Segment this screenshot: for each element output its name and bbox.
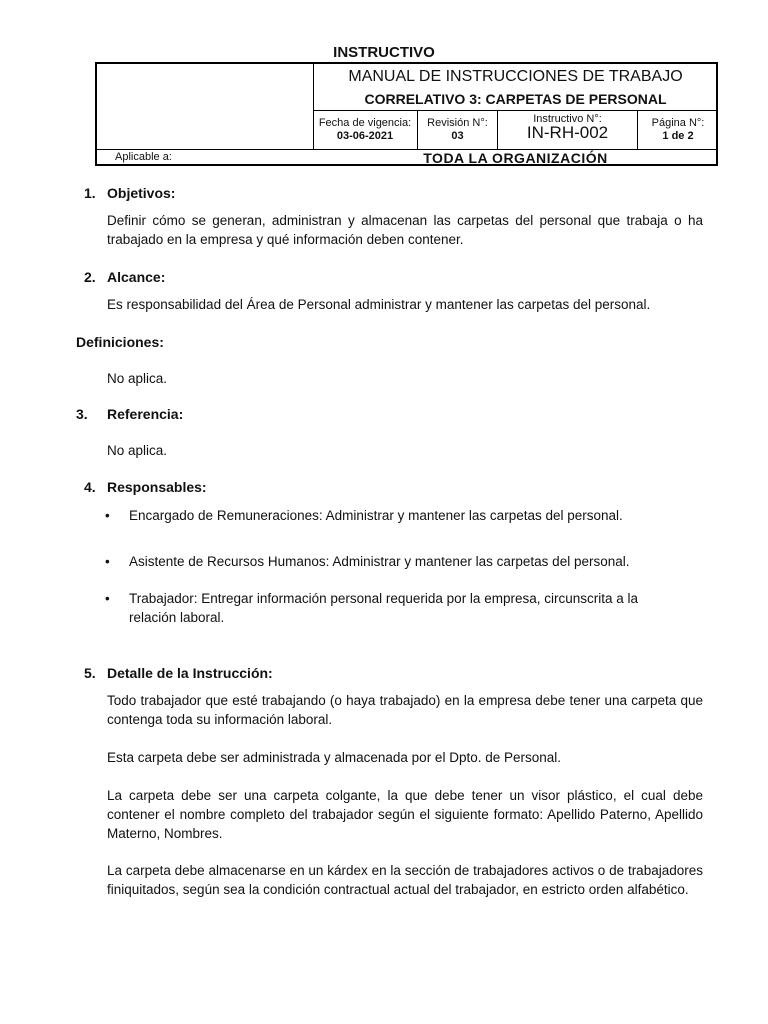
bullet-icon: •: [105, 554, 110, 569]
pagina-cell: [638, 111, 718, 150]
pagina-value: 1 de 2: [662, 130, 694, 142]
pagina-label: Página N°:: [651, 117, 705, 129]
fecha-label: Fecha de vigencia:: [318, 117, 412, 129]
detalle-paragraph: Todo trabajador que esté trabajando (o haya trabajado) en la empresa debe tener una carpeta que contenga toda su información laboral.: [107, 693, 703, 727]
section-title: Objetivos:: [107, 185, 176, 201]
section-title: Referencia:: [107, 406, 184, 422]
aplicable-value: TODA LA ORGANIZACIÓN: [423, 150, 608, 166]
list-item-text: Asistente de Recursos Humanos: Administrar y mantener las carpetas del personal.: [129, 554, 630, 569]
list-item-text: Trabajador: Entregar información personal requerida por la empresa, circunscrita a la relación laboral.: [129, 591, 638, 625]
section-title: Responsables:: [107, 479, 207, 495]
aplicable-label: Aplicable a:: [115, 151, 172, 163]
list-item-text: Encargado de Remuneraciones: Administrar y mantener las carpetas del personal.: [129, 508, 623, 523]
section-number: 1.: [84, 185, 96, 201]
detalle-paragraph: La carpeta debe ser una carpeta colgante, la que debe tener un visor plástico, el cual debe contener el nombre completo del trabajador según el siguiente formato: Apellido Paterno, Apellido Materno, Nombres.: [107, 788, 703, 841]
objetivos-text: Definir cómo se generan, administran y almacenan las carpetas del personal que trabaja o ha trabajado en la empresa y qué información deben contener.: [107, 213, 703, 247]
instructivo-label: Instructivo N°:: [533, 113, 602, 125]
alcance-text: Es responsabilidad del Área de Personal administrar y mantener las carpetas del personal.: [107, 297, 651, 312]
revision-label: Revisión N°:: [427, 117, 488, 129]
document-type-title: INSTRUCTIVO: [333, 44, 435, 61]
definiciones-text: No aplica.: [107, 371, 168, 386]
section-number: 2.: [84, 269, 96, 285]
instructivo-cell: [498, 111, 638, 150]
section-number: 4.: [84, 479, 96, 495]
fecha-value: 03-06-2021: [336, 130, 394, 142]
revision-value: 03: [451, 130, 464, 142]
header-info-row: [313, 110, 718, 150]
instructivo-value: IN-RH-002: [526, 123, 609, 142]
aplicable-row: [97, 149, 718, 167]
document-subtitle: CORRELATIVO 3: CARPETAS DE PERSONAL: [364, 91, 667, 107]
section-number: 3.: [76, 406, 88, 422]
section-title: Definiciones:: [76, 334, 164, 350]
detalle-paragraph: Esta carpeta debe ser administrada y almacenada por el Dpto. de Personal.: [107, 750, 562, 765]
bullet-icon: •: [105, 591, 110, 606]
revision-cell: [418, 111, 498, 150]
section-title: Detalle de la Instrucción:: [107, 665, 273, 681]
detalle-paragraph: La carpeta debe almacenarse en un kárdex en la sección de trabajadores activos o de trabajadores finiquitados, según sea la condición contractual actual del trabajador, en estricto orden alfabético.: [107, 863, 703, 897]
referencia-text: No aplica.: [107, 443, 168, 458]
fecha-cell: [313, 111, 418, 150]
logo-cell: [97, 64, 314, 149]
section-heading-definiciones: [76, 334, 476, 350]
section-title: Alcance:: [107, 269, 166, 285]
bullet-icon: •: [105, 508, 110, 523]
manual-title: MANUAL DE INSTRUCCIONES DE TRABAJO: [348, 68, 683, 85]
section-number: 5.: [84, 665, 96, 681]
document-header-table: [95, 62, 718, 166]
